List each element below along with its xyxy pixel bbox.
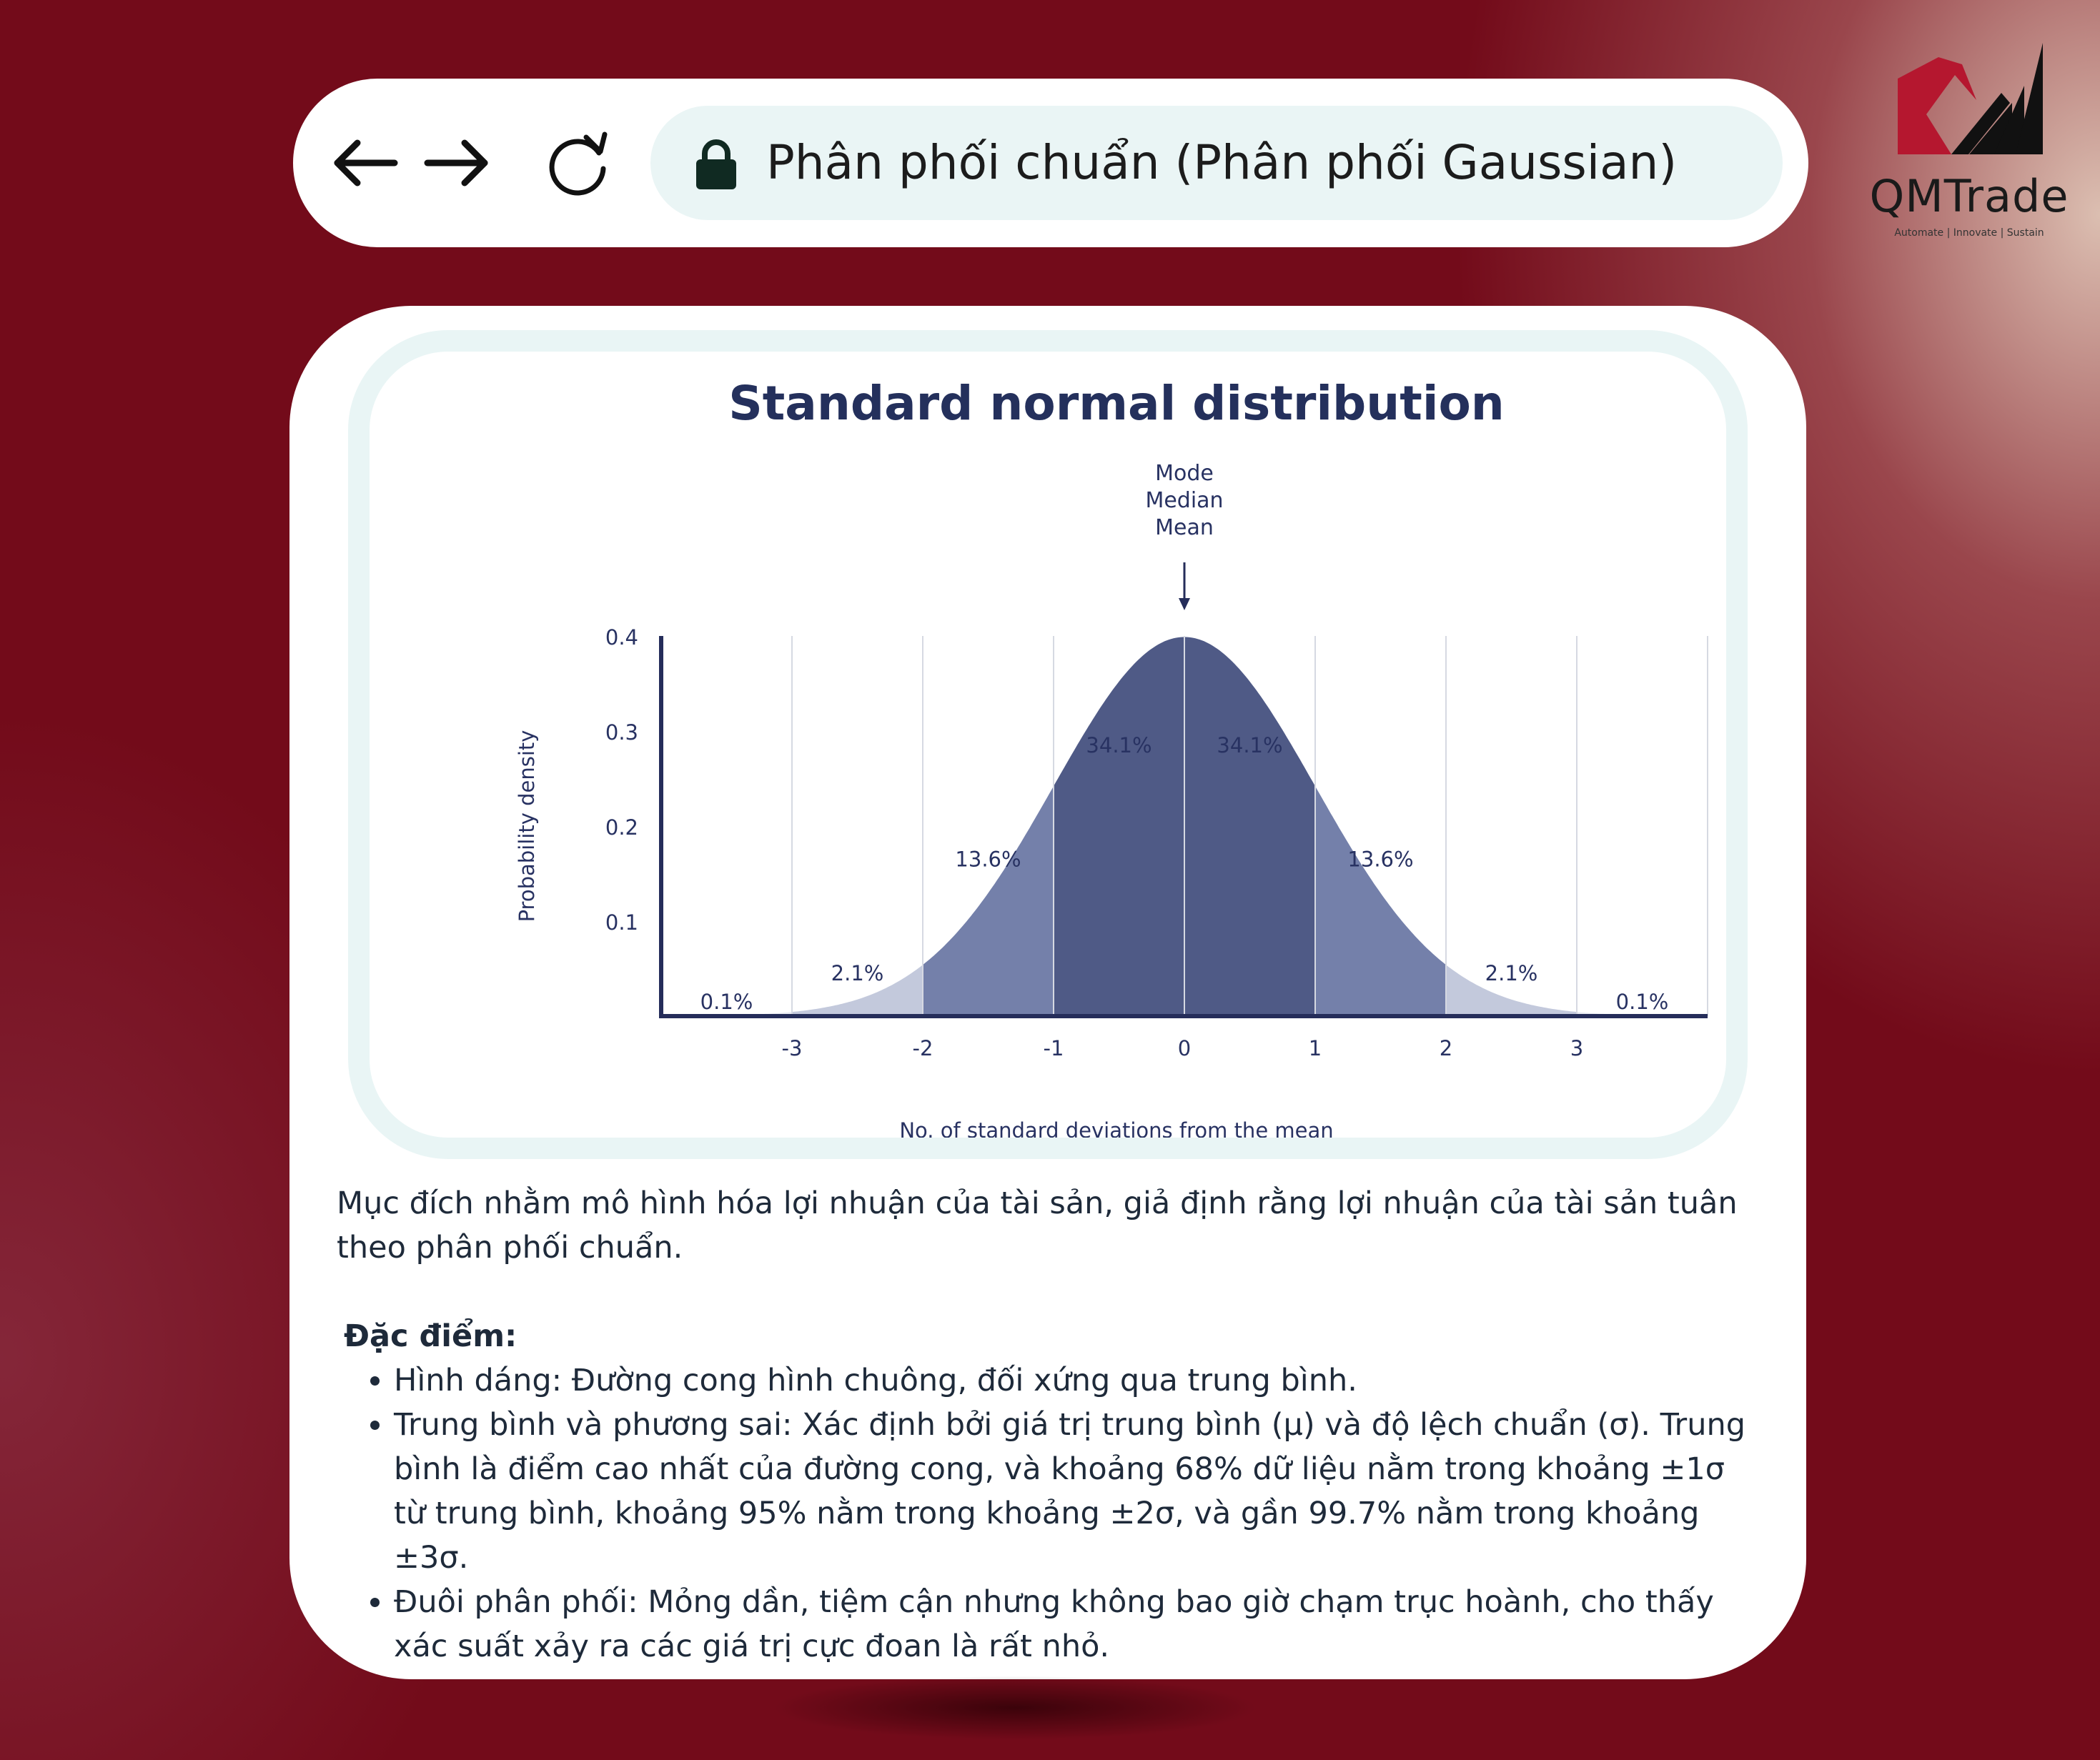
mean-arrow-head [1179, 598, 1190, 610]
region-label: 0.1% [700, 990, 753, 1015]
chart-title: Standard normal distribution [728, 376, 1505, 431]
arrow-right-icon [422, 127, 493, 199]
mean-annotation-label: Mean [1155, 515, 1214, 540]
reload-icon [543, 127, 615, 199]
list-item: • Hình dáng: Đường cong hình chuông, đối xứng qua trung bình. [394, 1358, 1759, 1403]
y-tick-label: 0.2 [605, 815, 638, 840]
lock-icon [693, 138, 739, 191]
feature-list [337, 1358, 1759, 1669]
description [337, 1181, 1759, 1669]
qmtrade-logo [1858, 43, 2073, 250]
chart-frame [348, 330, 1748, 1159]
list-item: • Đuôi phân phối: Mỏng dần, tiệm cận nhưng không bao giờ chạm trục hoành, cho thấy xác suất xảy ra các giá trị cực đoan là rất nhỏ. [394, 1580, 1759, 1669]
x-tick-label: 0 [1177, 1036, 1192, 1060]
mean-annotation-label: Median [1145, 488, 1224, 513]
region-area-5 [1315, 786, 1446, 1016]
region-label: 34.1% [1217, 732, 1283, 757]
x-tick-label: -2 [912, 1036, 933, 1060]
x-tick-label: 1 [1308, 1036, 1322, 1060]
address-bar[interactable] [650, 106, 1783, 220]
address-text: Phân phối chuẩn (Phân phối Gaussian) [766, 135, 1678, 190]
logo-mark-icon [1894, 43, 2044, 157]
x-tick-label: 2 [1439, 1036, 1453, 1060]
browser-toolbar [293, 79, 1808, 247]
region-label: 13.6% [1347, 847, 1414, 872]
region-label: 2.1% [1485, 961, 1538, 986]
arrow-left-icon [329, 127, 400, 199]
y-axis-label: Probability density [515, 730, 539, 923]
region-label: 0.1% [1615, 990, 1669, 1015]
y-tick-label: 0.3 [605, 720, 638, 745]
forward-button[interactable] [422, 127, 493, 199]
x-axis-label: No. of standard deviations from the mean [899, 1118, 1334, 1138]
x-tick-label: -3 [781, 1036, 803, 1060]
content-card [289, 306, 1806, 1679]
list-item: • Trung bình và phương sai: Xác định bởi giá trị trung bình (μ) và độ lệch chuẩn (σ). Trung bình là điểm cao nhất của đường cong, và khoảng 68% dữ liệu nằm trong khoảng ±1σ từ trung bình, khoảng 95% nằm trong khoảng ±2σ, và gần 99.7% nằm trong khoảng ±3σ. [394, 1403, 1759, 1580]
back-button[interactable] [329, 127, 400, 199]
x-tick-label: 3 [1570, 1036, 1584, 1060]
section-title: Đặc điểm: [344, 1318, 517, 1354]
logo-brand-name: QMTrade [1869, 170, 2069, 222]
region-area-3 [1054, 637, 1184, 1016]
intro-text: Mục đích nhằm mô hình hóa lợi nhuận của tài sản, giả định rằng lợi nhuận của tài sản tuân theo phân phối chuẩn. [337, 1185, 1738, 1266]
region-label: 13.6% [955, 847, 1021, 872]
card-shadow [772, 1676, 1258, 1740]
reload-button[interactable] [543, 127, 615, 199]
y-tick-label: 0.4 [605, 625, 638, 650]
region-area-4 [1184, 637, 1315, 1016]
y-tick-label: 0.1 [605, 910, 638, 935]
logo-tagline: Automate | Innovate | Sustain [1894, 227, 2044, 239]
normal-distribution-chart [370, 352, 1726, 1138]
region-label: 34.1% [1086, 732, 1152, 757]
mean-annotation-label: Mode [1155, 461, 1214, 486]
x-tick-label: -1 [1043, 1036, 1064, 1060]
region-label: 2.1% [831, 961, 884, 986]
region-area-2 [923, 786, 1054, 1016]
